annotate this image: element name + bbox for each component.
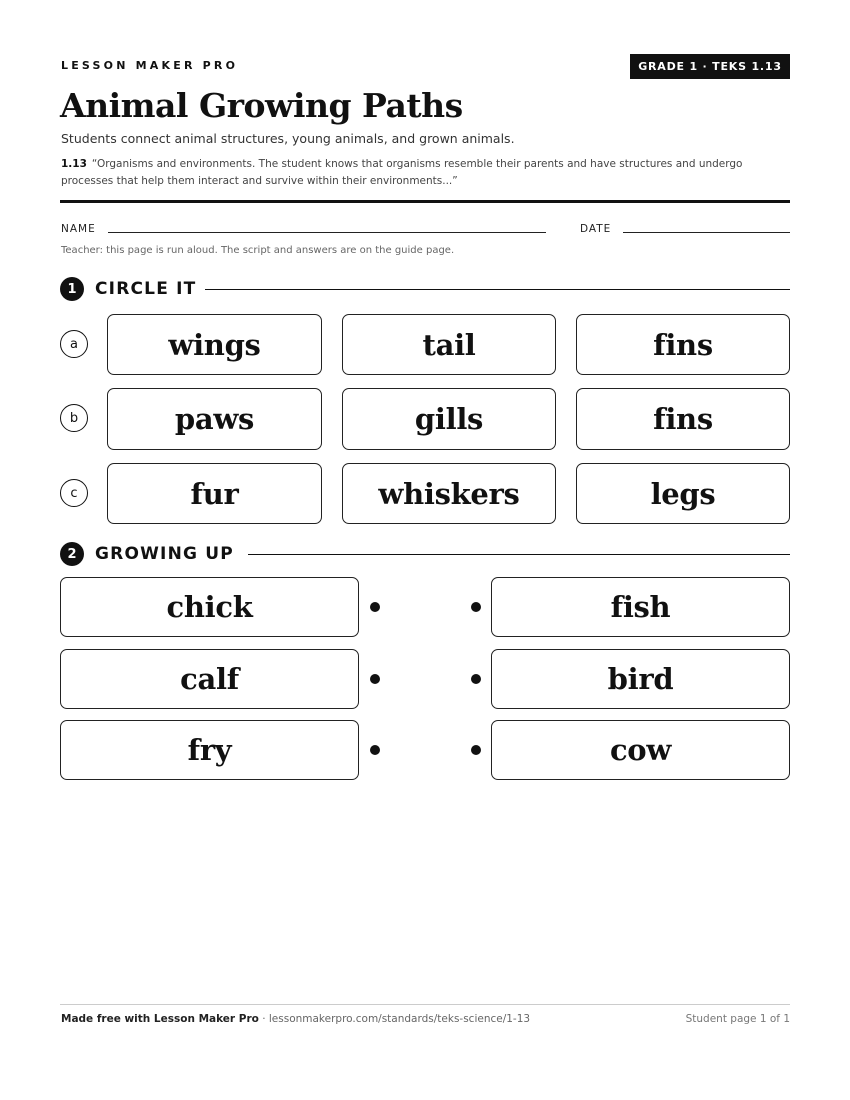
word-box[interactable]: fins [576, 314, 790, 375]
standard-text [61, 156, 781, 190]
young-animal-box[interactable]: calf [60, 649, 359, 709]
section-label: GROWING UP [95, 544, 234, 564]
grown-animal-box[interactable]: cow [491, 720, 790, 780]
word-box[interactable]: paws [107, 388, 322, 450]
word-box[interactable]: fur [107, 463, 322, 524]
word-box[interactable]: whiskers [342, 463, 556, 524]
footer-separator: · [258, 1013, 269, 1025]
word-box[interactable]: legs [576, 463, 790, 524]
section-number: 1 [60, 277, 84, 301]
grade-badge: GRADE 1 · TEKS 1.13 [630, 54, 790, 79]
match-dot-right[interactable] [471, 745, 481, 755]
footer-made-by: Made free with Lesson Maker Pro [61, 1013, 259, 1025]
word-box[interactable]: gills [342, 388, 556, 450]
row-letter-a: a [60, 330, 88, 358]
date-field[interactable] [623, 232, 790, 233]
row-letter-b: b [60, 404, 88, 432]
name-field[interactable] [108, 232, 546, 233]
name-label: NAME [61, 223, 96, 235]
section-number: 2 [60, 542, 84, 566]
young-animal-box[interactable]: chick [60, 577, 359, 637]
footer-credit [61, 1013, 530, 1025]
brand-name: LESSON MAKER PRO [61, 59, 239, 72]
teacher-note: Teacher: this page is run aloud. The script and answers are on the guide page. [61, 245, 455, 256]
footer-url[interactable]: lessonmakerpro.com/standards/teks-science/1-13 [268, 1013, 531, 1025]
date-label: DATE [580, 223, 612, 235]
section-rule [205, 289, 790, 290]
grown-animal-box[interactable]: fish [491, 577, 790, 637]
standard-code: 1.13 [61, 158, 87, 170]
page-title: Animal Growing Paths [60, 86, 463, 125]
match-dot-right[interactable] [471, 602, 481, 612]
footer-page-number: Student page 1 of 1 [685, 1013, 790, 1025]
word-box[interactable]: wings [107, 314, 322, 375]
standard-quote: “Organisms and environments. The student knows that organisms resemble their parents and have structures and undergo processes that help them interact and survive within their environments...” [61, 158, 743, 187]
section-rule [248, 554, 790, 555]
section-growing-up-header [60, 542, 790, 566]
footer-divider [60, 1004, 790, 1005]
match-dot-left[interactable] [370, 674, 380, 684]
row-letter-c: c [60, 479, 88, 507]
section-circle-it-header [60, 277, 790, 301]
page-subtitle: Students connect animal structures, young animals, and grown animals. [61, 131, 515, 146]
young-animal-box[interactable]: fry [60, 720, 359, 780]
section-label: CIRCLE IT [95, 279, 197, 299]
match-dot-left[interactable] [370, 602, 380, 612]
match-dot-right[interactable] [471, 674, 481, 684]
grown-animal-box[interactable]: bird [491, 649, 790, 709]
word-box[interactable]: fins [576, 388, 790, 450]
word-box[interactable]: tail [342, 314, 556, 375]
header-divider [60, 200, 790, 203]
match-dot-left[interactable] [370, 745, 380, 755]
